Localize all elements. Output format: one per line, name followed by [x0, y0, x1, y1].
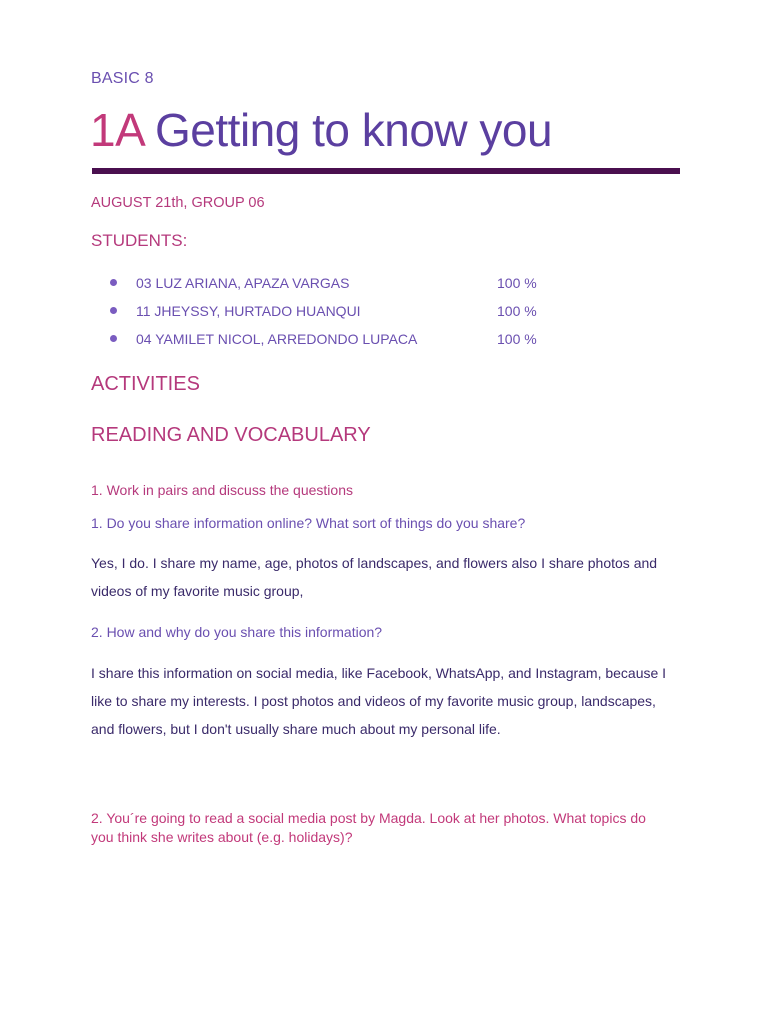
exercise1-question-1: 1. Do you share information online? What sort of things do you share?	[91, 515, 526, 531]
exercise1-answer-2: I share this information on social media, like Facebook, WhatsApp, and Instagram, because I like to share my interests. I post photos and videos of my favorite music group, landscapes, and flowers, but I don't usually share much about my personal life.	[91, 665, 667, 737]
course-label: BASIC 8	[91, 70, 154, 87]
bullet-icon	[110, 335, 117, 342]
exercise1-question-2: 2. How and why do you share this information?	[91, 624, 383, 640]
reading-vocabulary-heading: READING AND VOCABULARY	[91, 424, 371, 446]
date-group: AUGUST 21th, GROUP 06	[91, 195, 265, 211]
bullet-icon	[110, 307, 117, 314]
bullet-icon	[110, 279, 117, 286]
student-item	[110, 300, 550, 328]
student-score: 100 %	[497, 303, 537, 319]
exercise2-prompt: 2. You´re going to read a social media post by Magda. Look at her photos. What topics do you think she writes about (e.g. holidays)?	[91, 810, 646, 845]
exercise1-title: 1. Work in pairs and discuss the questions	[91, 482, 353, 498]
student-score: 100 %	[497, 275, 537, 291]
students-heading: STUDENTS:	[91, 231, 188, 250]
student-list	[110, 272, 550, 356]
student-name: 03 LUZ ARIANA, APAZA VARGAS	[136, 275, 350, 291]
activities-heading: ACTIVITIES	[91, 373, 200, 395]
page-title	[90, 102, 552, 158]
student-item	[110, 272, 550, 300]
title-text: Getting to know you	[155, 104, 553, 156]
student-score: 100 %	[497, 331, 537, 347]
student-name: 11 JHEYSSY, HURTADO HUANQUI	[136, 303, 361, 319]
title-number: 1A	[90, 104, 143, 156]
student-name: 04 YAMILET NICOL, ARREDONDO LUPACA	[136, 331, 418, 347]
title-divider	[92, 168, 680, 174]
exercise1-answer-1: Yes, I do. I share my name, age, photos of landscapes, and flowers also I share photos and videos of my favorite music group,	[91, 555, 658, 599]
student-item	[110, 328, 550, 356]
